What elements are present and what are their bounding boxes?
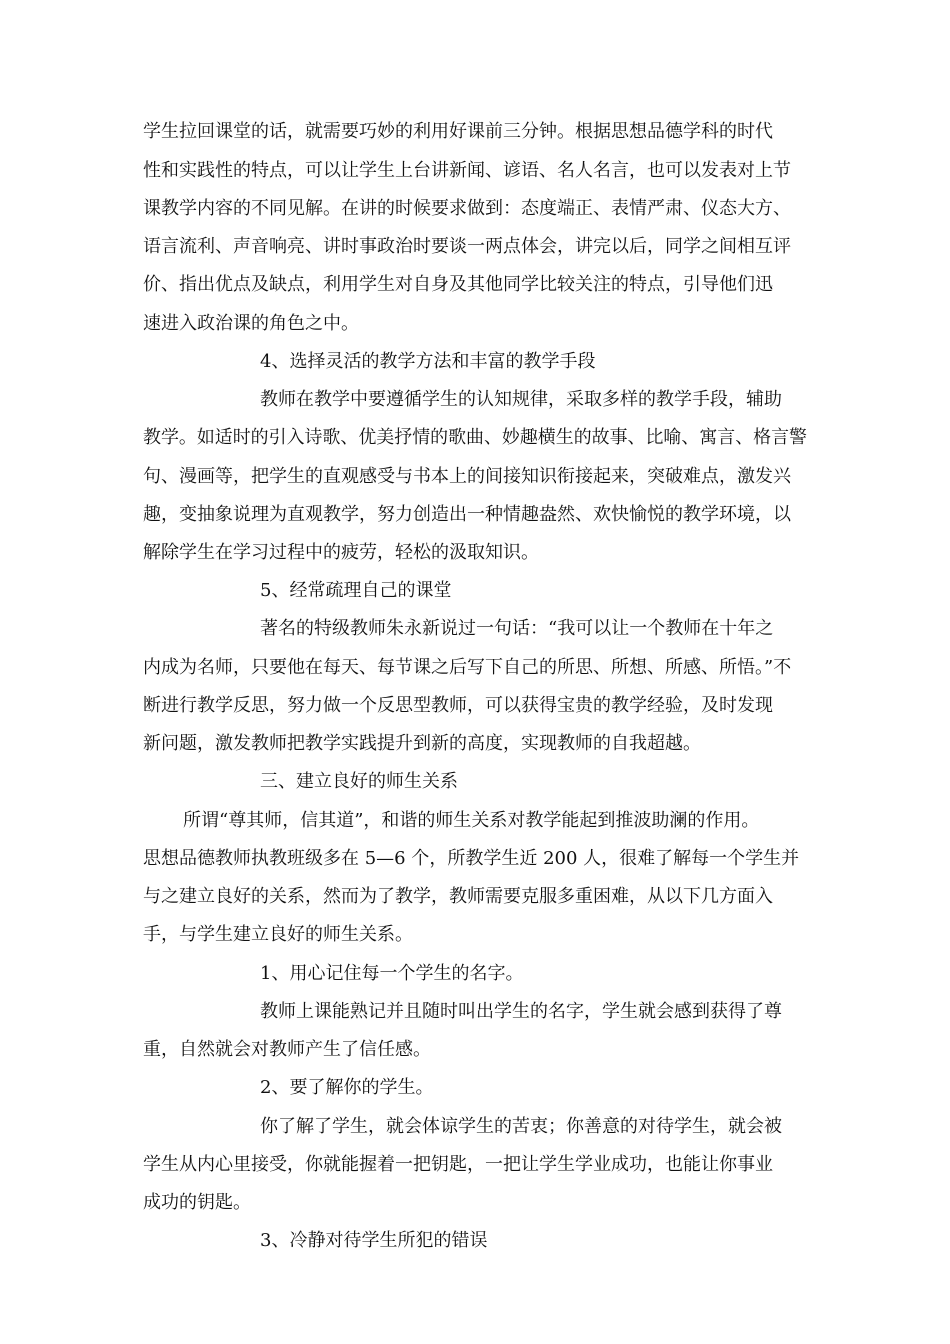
paragraph-line: 性和实践性的特点，可以让学生上台讲新闻、谚语、名人名言，也可以发表对上节 xyxy=(143,160,791,181)
section-heading: 4、选择灵活的教学方法和丰富的教学手段 xyxy=(260,351,596,372)
paragraph-line: 趣，变抽象说理为直观教学，努力创造出一种情趣盎然、欢快愉悦的教学环境，以 xyxy=(143,504,791,525)
paragraph-line: 教师在教学中要遵循学生的认知规律，采取多样的教学手段，辅助 xyxy=(260,389,782,410)
paragraph-line: 学生从内心里接受，你就能握着一把钥匙，一把让学生学业成功，也能让你事业 xyxy=(143,1154,773,1175)
section-heading: 3、冷静对待学生所犯的错误 xyxy=(260,1230,488,1251)
section-heading: 三、建立良好的师生关系 xyxy=(260,771,458,792)
paragraph-line: 重，自然就会对教师产生了信任感。 xyxy=(143,1039,431,1060)
paragraph-line: 价、指出优点及缺点，利用学生对自身及其他同学比较关注的特点，引导他们迅 xyxy=(143,274,773,295)
paragraph-line: 与之建立良好的关系，然而为了教学，教师需要克服多重困难，从以下几方面入 xyxy=(143,886,773,907)
paragraph-line: 速进入政治课的角色之中。 xyxy=(143,313,359,334)
paragraph-line: 解除学生在学习过程中的疲劳，轻松的汲取知识。 xyxy=(143,542,539,563)
paragraph-line: 著名的特级教师朱永新说过一句话：“我可以让一个教师在十年之 xyxy=(260,618,774,639)
paragraph-line: 课教学内容的不同见解。在讲的时候要求做到：态度端正、表情严肃、仪态大方、 xyxy=(143,198,791,219)
paragraph-line: 思想品德教师执教班级多在 5—6 个，所教学生近 200 人，很难了解每一个学生并 xyxy=(143,848,800,869)
paragraph-line: 教学。如适时的引入诗歌、优美抒情的歌曲、妙趣横生的故事、比喻、寓言、格言警 xyxy=(143,427,807,448)
paragraph-line: 学生拉回课堂的话，就需要巧妙的利用好课前三分钟。根据思想品德学科的时代 xyxy=(143,121,773,142)
paragraph-line: 句、漫画等，把学生的直观感受与书本上的间接知识衔接起来，突破难点，激发兴 xyxy=(143,466,791,487)
paragraph-line: 所谓“尊其师，信其道”，和谐的师生关系对教学能起到推波助澜的作用。 xyxy=(183,810,760,831)
section-heading: 5、经常疏理自己的课堂 xyxy=(260,580,452,601)
section-heading: 2、要了解你的学生。 xyxy=(260,1077,434,1098)
paragraph-line: 语言流利、声音响亮、讲时事政治时要谈一两点体会，讲完以后，同学之间相互评 xyxy=(143,236,791,257)
paragraph-line: 手，与学生建立良好的师生关系。 xyxy=(143,924,413,945)
paragraph-line: 你了解了学生，就会体谅学生的苦衷；你善意的对待学生，就会被 xyxy=(260,1116,782,1137)
paragraph-line: 断进行教学反思，努力做一个反思型教师，可以获得宝贵的教学经验，及时发现 xyxy=(143,695,773,716)
paragraph-line: 新问题，激发教师把教学实践提升到新的高度，实现教师的自我超越。 xyxy=(143,733,701,754)
paragraph-line: 教师上课能熟记并且随时叫出学生的名字，学生就会感到获得了尊 xyxy=(260,1001,782,1022)
paragraph-line: 成功的钥匙。 xyxy=(143,1192,251,1213)
paragraph-line: 内成为名师，只要他在每天、每节课之后写下自己的所思、所想、所感、所悟。”不 xyxy=(143,657,792,678)
section-heading: 1、用心记住每一个学生的名字。 xyxy=(260,963,524,984)
